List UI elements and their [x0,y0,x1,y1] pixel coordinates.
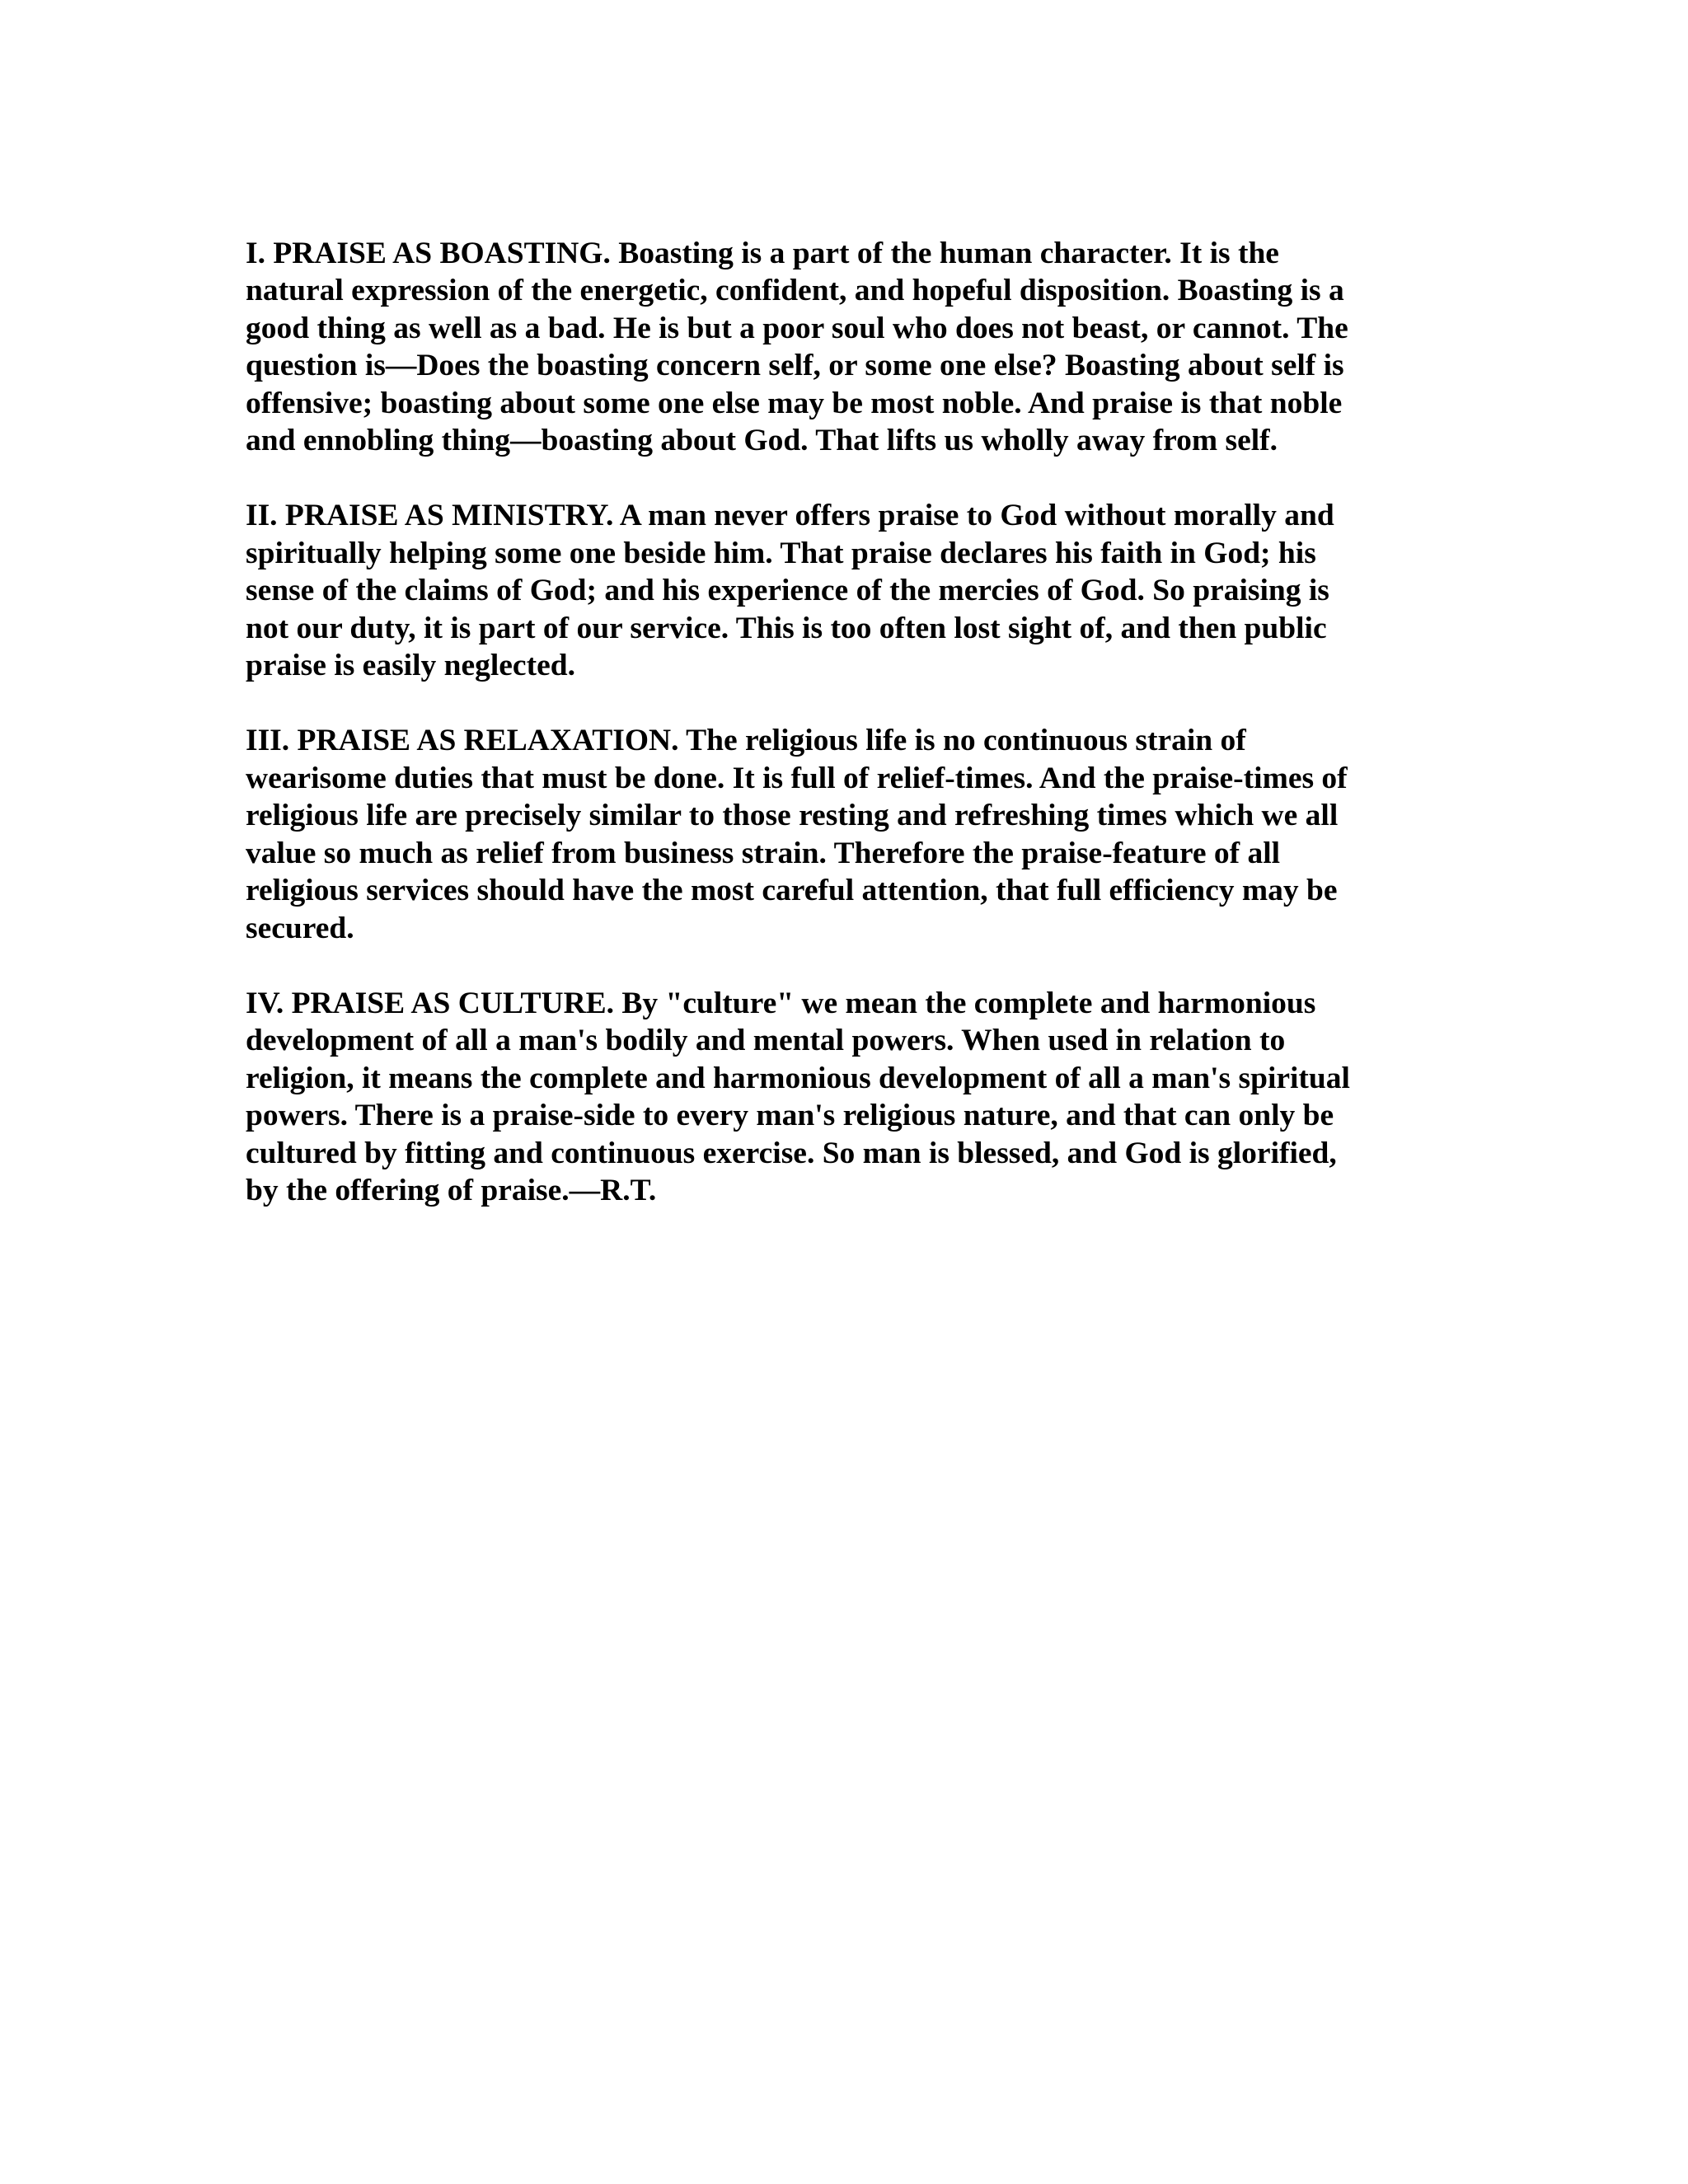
text-line: natural expression of the energetic, confident, and hopeful disposition. Boasting is a [246,274,1344,308]
text-line: I. PRAISE AS BOASTING. Boasting is a part of the human character. It is the [246,237,1279,270]
text-line: value so much as relief from business strain. Therefore the praise-feature of all [246,836,1281,870]
text-line: secured. [246,911,354,945]
text-line: II. PRAISE AS MINISTRY. A man never offers praise to God without morally and [246,499,1334,533]
text-line: development of all a man's bodily and mental powers. When used in relation to [246,1024,1286,1058]
text-line: spiritually helping some one beside him. That praise declares his faith in God; his [246,536,1316,570]
text-line: religious life are precisely similar to those resting and refreshing times which we all [246,799,1339,833]
paragraph-praise-as-relaxation [246,722,1449,946]
text-line: religion, it means the complete and harmonious development of all a man's spiritual [246,1061,1350,1095]
text-line: powers. There is a praise-side to every man's religious nature, and that can only be [246,1099,1334,1133]
text-line: IV. PRAISE AS CULTURE. By "culture" we mean the complete and harmonious [246,986,1316,1020]
text-line: offensive; boasting about some one else may be most noble. And praise is that noble [246,386,1343,420]
text-line: sense of the claims of God; and his experience of the mercies of God. So praising is [246,574,1329,608]
text-line: cultured by fitting and continuous exercise. So man is blessed, and God is glorified, [246,1136,1337,1170]
text-line: by the offering of praise.—R.T. [246,1173,657,1207]
text-line: not our duty, it is part of our service. This is too often lost sight of, and then public [246,611,1327,645]
text-line: wearisome duties that must be done. It is full of relief-times. And the praise-times of [246,761,1348,795]
paragraph-praise-as-ministry [246,497,1449,684]
text-line: III. PRAISE AS RELAXATION. The religious life is no continuous strain of [246,724,1246,758]
text-line: religious services should have the most careful attention, that full efficiency may be [246,874,1338,908]
paragraph-praise-as-boasting [246,235,1449,459]
text-line: good thing as well as a bad. He is but a poor soul who does not beast, or cannot. The [246,311,1348,345]
text-line: question is—Does the boasting concern self, or some one else? Boasting about self is [246,349,1344,383]
document-body [246,235,1449,1247]
text-line: praise is easily neglected. [246,649,575,683]
text-line: and ennobling thing—boasting about God. That lifts us wholly away from self. [246,424,1278,458]
paragraph-praise-as-culture [246,985,1449,1209]
